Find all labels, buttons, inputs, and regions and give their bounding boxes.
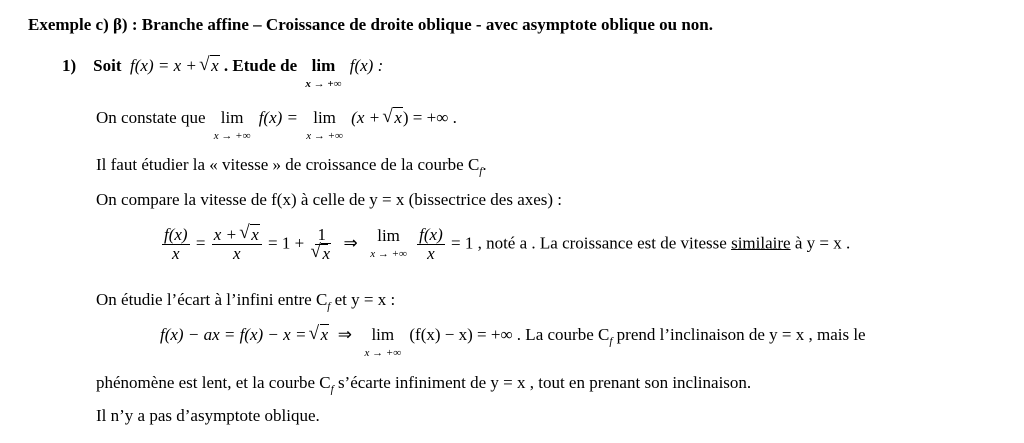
line-phenomene: phénomène est lent, et la courbe $C_f$ s’écarte infiniment de y = x , tout en prenant son inclinaison. [96, 373, 752, 396]
line-compare: On compare la vitesse de f(x) à celle de y = x (bissectrice des axes) : [96, 190, 563, 209]
item-1 [62, 56, 383, 90]
similaire-word: similaire [731, 233, 791, 253]
function-def: f(x) = x + [130, 56, 202, 75]
study-label: . Etude de [223, 56, 298, 75]
section-title: Exemple c) β) : Branche affine – Croissance de droite oblique - avec asymptote oblique ou non. [28, 15, 713, 34]
limit-arg: f(x) : [349, 56, 384, 75]
sqrt-x: √ x [201, 56, 220, 76]
line-vitesse: Il faut étudier la « vitesse » de croissance de la courbe $C_f$. [96, 155, 487, 178]
line-ecart: On étudie l’écart à l’infini entre $C_f$ et y = x : [96, 290, 396, 313]
equation-ecart: f(x) − ax = f(x) − x = √ x ⇒ lim x → +∞ (f(x) − x) = +∞ . La courbe $C_f$ prend l’inclinaison de y = x , mais le [160, 325, 866, 359]
line-conclusion: Il n’y a pas d’asymptote oblique. [96, 406, 320, 425]
equation-ratio: $\frac{f(x)}{x}$ = $\frac{x + √ x}{x}$ = 1 + 1 √ x ⇒ lim x → +∞ $\frac{f(x)}{x}$ = 1 , noté a . La croissance est de vitesse similaire à y = x . [160, 226, 850, 263]
item-lead: Soit [93, 56, 122, 75]
limit-1: lim x → +∞ [305, 56, 342, 90]
line-constate: On constate que lim x → +∞ f(x) = lim x → +∞ (x + √ x) = +∞ . [96, 108, 457, 142]
item-number: 1) [62, 56, 77, 75]
